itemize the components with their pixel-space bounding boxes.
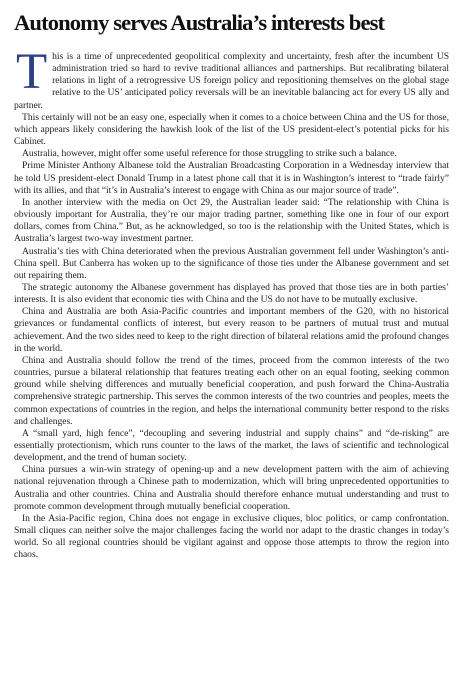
paragraph-9: China and Australia should follow the trend of the times, proceed from the common interests of the two countries, pursue a bilateral relationship that features treating each other on an equal footing, seeking common ground while shelving differences and mutually beneficial cooperation, and push forward the China-Australia comprehensive strategic partnership. This serves the common interests of the two countries and peoples, meets the common expectations of countries in the region, and helps the international community better respond to the risks and challenges.	[14, 354, 449, 427]
paragraph-1-text: his is a time of unprecedented geopolitical complexity and uncertainty, fresh after the incumbent US administration tried so hard to revive traditional alliances and partnerships. But recalibrating bilateral relations in light of a retrogressive US foreign policy and repositioning themselves on the global stage relative to the US’ anticipated policy reversals will be an inevitable balancing act for every US ally and partner.	[14, 51, 449, 111]
paragraph-12: In the Asia-Pacific region, China does not engage in exclusive cliques, bloc politics, or camp confrontation. Small cliques can neither solve the major challenges facing the world nor adapt to the drastic changes in today’s world. So all regional countries should be vigilant against and oppose those attempts to throw the region into chaos.	[14, 512, 449, 561]
paragraph-8: China and Australia are both Asia-Pacific countries and important members of the G20, with no historical grievances or fundamental conflicts of interest, but every reason to be partners of mutual trust and mutual achievement. And the two sides need to keep to the right direction of bilateral relations amid the profound changes in the world.	[14, 306, 449, 354]
drop-cap: T	[16, 44, 48, 100]
paragraph-4: Prime Minister Anthony Albanese told the Australian Broadcasting Corporation in a Wednesday interview that he told US president-elect Donald Trump in a latest phone call that it is in Washington’s interest to “trade fairly” with its allies, and that “it’s in Australia’s interest to engage with China as our major source of trade”.	[14, 160, 449, 196]
paragraph-10: A “small yard, high fence”, “decoupling and severing industrial and supply chains” and “de-risking” are essentially protectionism, which runs counter to the laws of the market, the laws of scientific and technological development, and the trend of human society.	[14, 427, 449, 464]
paragraph-6: Australia’s ties with China deteriorated when the previous Australian government fell under Washington’s anti-China spell. But Canberra has woken up to the significance of those ties under the Albanese government and set out repairing them.	[14, 245, 449, 281]
paragraph-11: China pursues a win-win strategy of opening-up and a new development pattern with the aim of achieving national rejuvenation through a Chinese path to modernization, which will bring unprecedented opportunities to Australia and other countries. China and Australia should therefore enhance mutual understanding and trust to promote common development through mutually beneficial cooperation.	[14, 464, 449, 512]
paragraph-5: In another interview with the media on Oct 29, the Australian leader said: “The relationship with China is obviously important for Australia, they’re our major trading partner, something like one in four of our export dollars, comes from China.” But, as he acknowledged, so too is the relationship with the United States, which is Australia’s largest two-way investment partner.	[14, 196, 449, 245]
headline: Autonomy serves Australia’s interests best	[14, 10, 385, 35]
paragraph-1	[14, 44, 449, 112]
paragraph-2: This certainly will not be an easy one, especially when it comes to a choice between China and the US for those, which appears likely considering the hawkish look of the list of the US president-elect’s potential picks for his Cabinet.	[14, 111, 449, 148]
paragraph-3: Australia, however, might offer some useful reference for those struggling to strike such a balance.	[22, 148, 397, 160]
editorial-article	[14, 8, 449, 562]
article-body	[14, 44, 449, 562]
paragraph-7: The strategic autonomy the Albanese government has displayed has proved that those ties are in both parties’ interests. It is also evident that economic ties with China and the US do not have to be mutually exclusive.	[14, 281, 449, 306]
